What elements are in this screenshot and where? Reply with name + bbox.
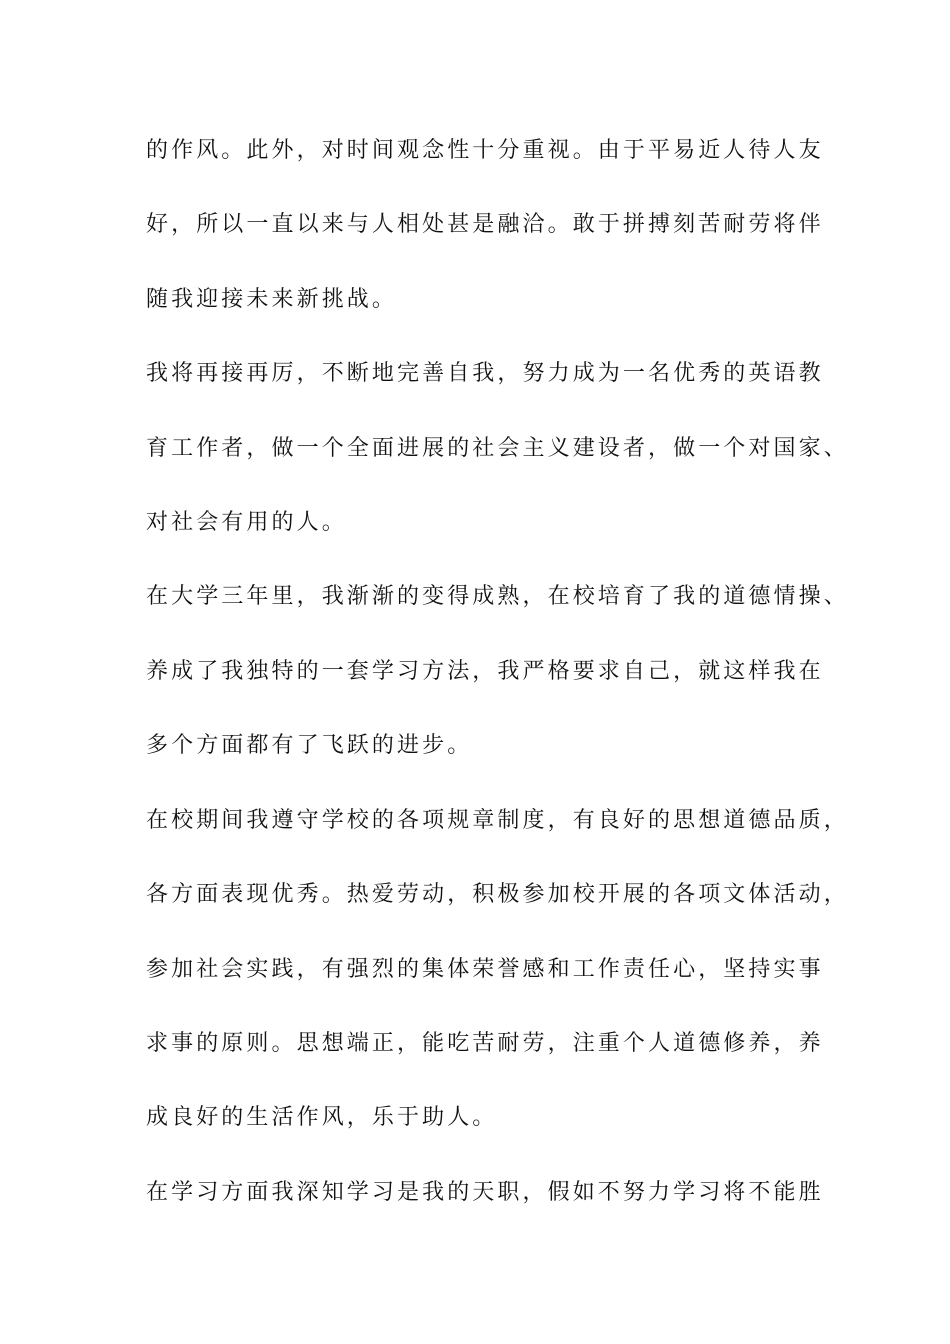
text-line: 的作风。此外，对时间观念性十分重视。由于平易近人待人友 [146,138,824,163]
text-line: 多个方面都有了飞跃的进步。 [146,733,473,758]
text-line: 好，所以一直以来与人相处甚是融洽。敢于拼搏刻苦耐劳将伴 [146,212,824,237]
text-line: 在校期间我遵守学校的各项规章制度，有良好的思想道德品质， [146,808,849,833]
text-line: 对社会有用的人。 [146,510,347,535]
text-line: 在大学三年里，我渐渐的变得成熟，在校培育了我的道德情操、 [146,584,849,609]
text-line: 求事的原则。思想端正，能吃苦耐劳，注重个人道德修养，养 [146,1031,824,1056]
text-line: 我将再接再厉，不断地完善自我，努力成为一名优秀的英语教 [146,361,824,386]
text-line: 各方面表现优秀。热爱劳动，积极参加校开展的各项文体活动， [146,882,849,907]
text-line: 在学习方面我深知学习是我的天职，假如不努力学习将不能胜 [146,1180,824,1205]
text-line: 成良好的生活作风，乐于助人。 [146,1105,498,1130]
text-line: 参加社会实践，有强烈的集体荣誉感和工作责任心，坚持实事 [146,957,824,982]
text-line: 养成了我独特的一套学习方法，我严格要求自己，就这样我在 [146,659,824,684]
text-line: 随我迎接未来新挑战。 [146,287,398,312]
text-line: 育工作者，做一个全面进展的社会主义建设者，做一个对国家、 [146,436,849,461]
